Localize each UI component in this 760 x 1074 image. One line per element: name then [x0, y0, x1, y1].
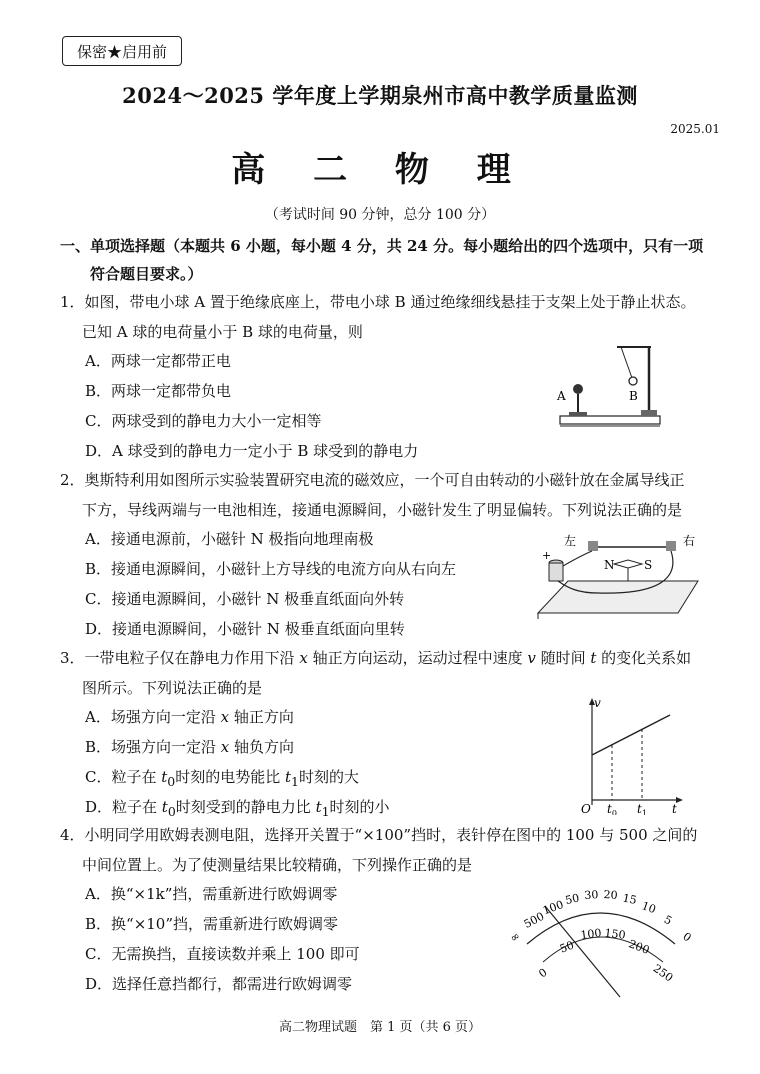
- ball-a: [573, 384, 583, 394]
- outer-scale-label-2: 100: [541, 898, 566, 918]
- question-2-option-d: D．接通电源瞬间，小磁针 N 极垂直纸面向里转: [85, 620, 405, 638]
- question-4-line1: 4．小明同学用欧姆表测电阻，选择开关置于“×100”挡时，表针停在图中的 100 与 500 之间的: [60, 826, 698, 844]
- table-surface: [538, 581, 698, 613]
- question-4-option-b: B．换“×10”挡，需重新进行欧姆调零: [85, 915, 339, 933]
- inner-scale-label-4: 200: [626, 937, 652, 957]
- page-footer: 高二物理试题 第 1 页（共 6 页）: [278, 1020, 482, 1035]
- question-1-line2: 已知 A 球的电荷量小于 B 球的电荷量，则: [82, 323, 363, 341]
- question-3-line1: 3．一带电粒子仅在静电力作用下沿 x 轴正方向运动，运动过程中速度 v 随时间 t 的变化关系如: [60, 649, 692, 667]
- inner-scale-label-1: 50: [558, 938, 576, 956]
- question-4-stem: [60, 820, 710, 880]
- question-1-option-a: A．两球一定都带正电: [85, 352, 231, 370]
- question-1-figure: [555, 338, 665, 433]
- ball-b: [629, 377, 637, 385]
- outer-scale-label-6: 15: [621, 891, 638, 908]
- question-2-option-a: A．接通电源前，小磁针 N 极指向地理南极: [85, 530, 374, 548]
- label-b: B: [629, 389, 638, 403]
- inner-scale-label-3: 150: [603, 926, 627, 942]
- question-4-option-d: D．选择任意挡都行，都需进行欧姆调零: [85, 975, 353, 993]
- outer-scale-label-1: 500: [521, 909, 547, 931]
- thread: [621, 347, 632, 378]
- post-base: [641, 410, 657, 416]
- question-3-option-b: B．场强方向一定沿 x 轴负方向: [85, 738, 295, 756]
- label-a: A: [557, 389, 566, 403]
- confidential-badge: 保密★启用前: [62, 36, 182, 66]
- label-t1: $t_1$: [637, 802, 647, 815]
- outer-scale-label-7: 10: [640, 899, 658, 917]
- outer-scale-label-3: 50: [564, 891, 581, 908]
- question-3-option-a: A．场强方向一定沿 x 轴正方向: [85, 708, 294, 726]
- label-plus: +: [542, 549, 552, 562]
- label-n: N: [604, 558, 615, 572]
- question-4-line2: 中间位置上。为了使测量结果比较精确，下列操作正确的是: [82, 856, 473, 874]
- label-v: v: [594, 696, 601, 710]
- question-2-line1: 2．奥斯特利用如图所示实验装置研究电流的磁效应，一个可自由转动的小磁针放在金属导线正: [60, 471, 685, 489]
- question-3-option-c: C．粒子在 $t_0$时刻的电势能比 $t_1$时刻的大: [85, 768, 360, 789]
- question-2-option-c: C．接通电源瞬间，小磁针 N 极垂直纸面向外转: [85, 590, 405, 608]
- question-3-stem: [60, 643, 710, 703]
- inner-scale-label-5: 250: [650, 961, 676, 985]
- battery: [549, 563, 563, 581]
- left-clamp: [588, 541, 598, 551]
- label-t0: $t_0$: [607, 802, 617, 815]
- section-heading-line2: 符合题目要求。）: [90, 265, 203, 283]
- base-plate: [560, 416, 660, 424]
- section-heading-line1: 一、单项选择题（本题共 6 小题，每小题 4 分，共 24 分。每小题给出的四个选项中，只有一项: [60, 237, 704, 255]
- exam-date: 2025.01: [670, 122, 720, 136]
- outer-scale-label-9: 0: [680, 929, 694, 945]
- label-s: S: [644, 558, 653, 572]
- outer-scale-label-5: 20: [603, 888, 618, 902]
- question-1-option-c: C．两球受到的静电力大小一定相等: [85, 412, 322, 430]
- question-2-figure: [528, 533, 703, 621]
- label-left: 左: [564, 534, 577, 548]
- question-2-line2: 下方，导线两端与一电池相连，接通电源瞬间，小磁针发生了明显偏转。下列说法正确的是: [82, 501, 683, 519]
- t-axis-arrow: [676, 797, 683, 803]
- label-t: t: [672, 802, 677, 815]
- question-2-option-b: B．接通电源瞬间，小磁针上方导线的电流方向从右向左: [85, 560, 457, 578]
- section-heading: [60, 232, 720, 288]
- right-clamp: [666, 541, 676, 551]
- question-3-line2: 图所示。下列说法正确的是: [82, 679, 263, 697]
- question-3-vt-graph: [578, 695, 688, 815]
- label-o: O: [581, 802, 591, 815]
- inner-scale-label-2: 100: [579, 926, 603, 942]
- question-1-line1: 1．如图，带电小球 A 置于绝缘底座上，带电小球 B 通过绝缘细线悬挂于支架上处于静止状态。: [60, 293, 696, 311]
- subject-title: 高 二 物 理: [231, 150, 529, 190]
- exam-info: （考试时间 90 分钟，总分 100 分）: [264, 207, 496, 223]
- outer-scale-label-0: ∞: [507, 929, 523, 946]
- question-3-option-d: D．粒子在 $t_0$时刻受到的静电力比 $t_1$时刻的小: [85, 798, 390, 819]
- outer-scale-label-8: 5: [661, 912, 675, 928]
- stand-base: [569, 412, 587, 416]
- question-2-stem: [60, 465, 710, 525]
- compass-needle: [614, 560, 642, 568]
- label-right: 右: [683, 534, 696, 548]
- exam-title: 2024～2025 学年度上学期泉州市高中教学质量监测: [122, 83, 638, 108]
- outer-scale-label-4: 30: [584, 888, 599, 902]
- question-4-option-a: A．换“×1k”挡，需重新进行欧姆调零: [85, 885, 338, 903]
- question-4-option-c: C．无需换挡，直接读数并乘上 100 即可: [85, 945, 360, 963]
- question-1-option-b: B．两球一定都带负电: [85, 382, 232, 400]
- vt-line: [592, 715, 670, 755]
- inner-scale-label-0: 0: [536, 965, 550, 981]
- question-1-option-d: D．A 球受到的静电力一定小于 B 球受到的静电力: [85, 442, 419, 460]
- question-4-ohm-meter-dial: [495, 872, 705, 1002]
